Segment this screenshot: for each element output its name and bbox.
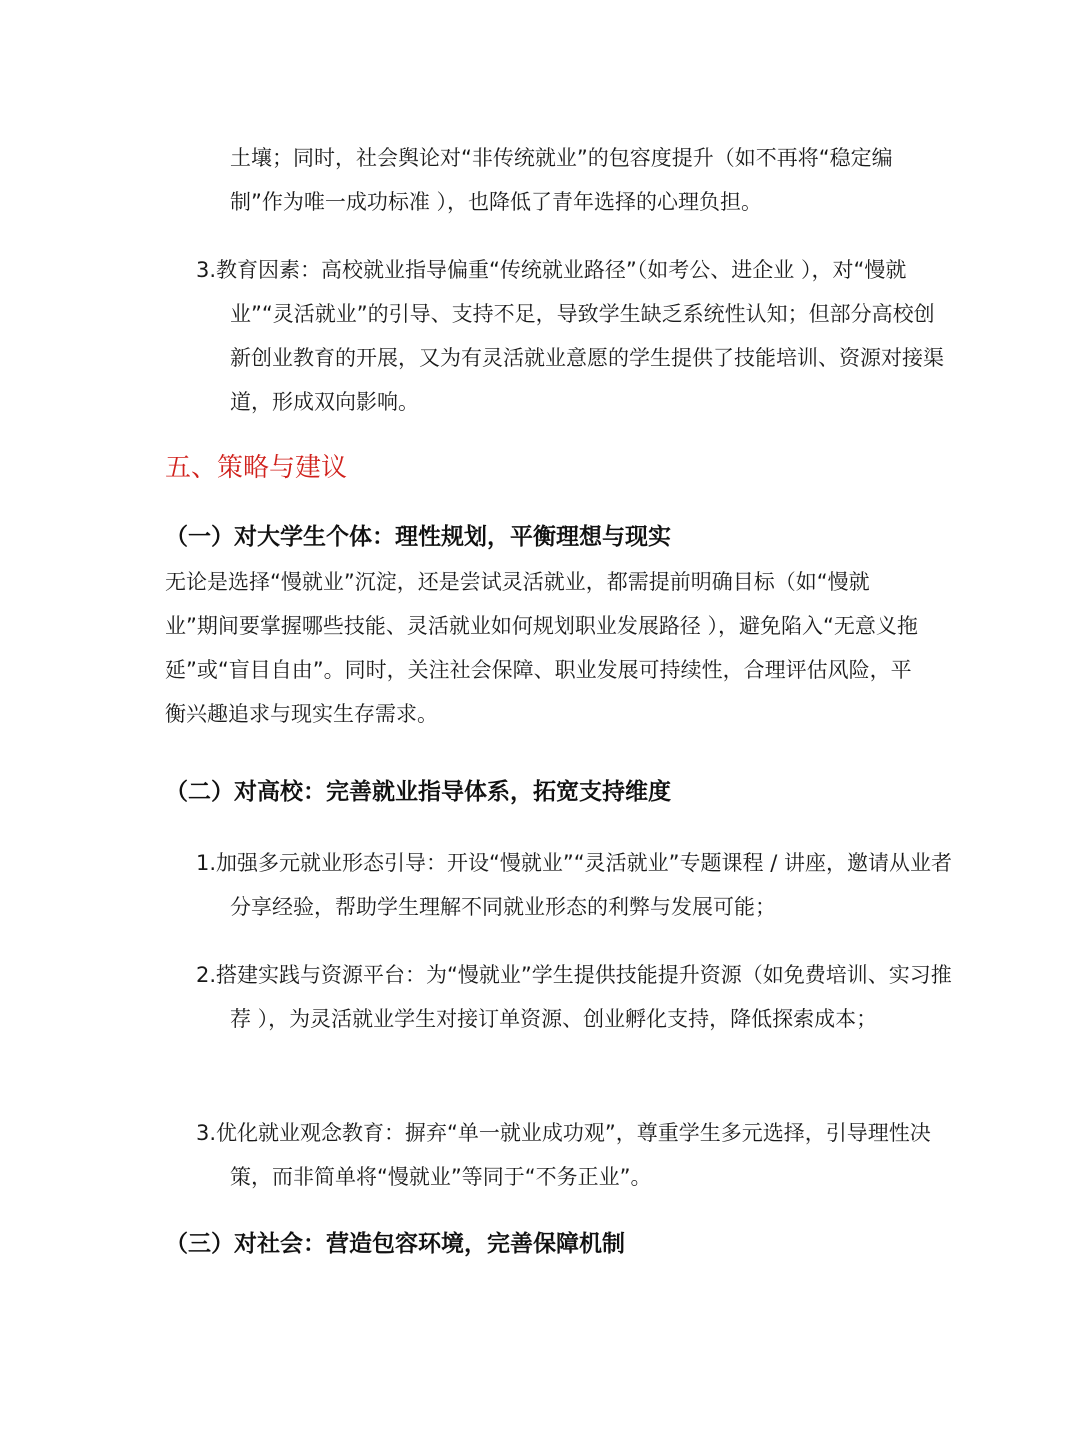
list-item-education-factor: 3.教育因素：高校就业指导偏重“传统就业路径”（如考公、进企业 ），对“慢就业”“灵活就业”的引导、支持不足，导致学生缺乏系统性认知；但部分高校创新创业教育的开展，又为有灵活就业意愿的学生提供了技能培训、资源对接渠道，形成双向影响。 <box>196 258 944 414</box>
list-item-concept-education: 3.优化就业观念教育：摒弃“单一就业成功观”，尊重学生多元选择，引导理性决策，而非简单将“慢就业”等同于“不务正业”。 <box>196 1121 931 1189</box>
list-item-guidance: 1.加强多元就业形态引导：开设“慢就业”“灵活就业”专题课程 / 讲座，邀请从业者分享经验，帮助学生理解不同就业形态的利弊与发展可能； <box>196 851 952 919</box>
subheading-students: （一）对大学生个体：理性规划，平衡理想与现实 <box>165 524 671 550</box>
section-heading-strategies: 五、策略与建议 <box>165 453 348 483</box>
subheading-universities: （二）对高校：完善就业指导体系，拓宽支持维度 <box>165 779 671 805</box>
subheading-society: （三）对社会：营造包容环境，完善保障机制 <box>165 1231 625 1257</box>
paragraph-continued: 土壤；同时，社会舆论对“非传统就业”的包容度提升（如不再将“稳定编制”作为唯一成功标准 ），也降低了青年选择的心理负担。 <box>230 146 893 214</box>
paragraph-students: 无论是选择“慢就业”沉淀，还是尝试灵活就业，都需提前明确目标（如“慢就业”期间要掌握哪些技能、灵活就业如何规划职业发展路径 ），避免陷入“无意义拖延”或“盲目自由”。同时，关注社会保障、职业发展可持续性，合理评估风险，平衡兴趣追求与现实生存需求。 <box>165 570 918 726</box>
list-item-platform: 2.搭建实践与资源平台：为“慢就业”学生提供技能提升资源（如免费培训、实习推荐 ），为灵活就业学生对接订单资源、创业孵化支持，降低探索成本； <box>196 963 952 1031</box>
